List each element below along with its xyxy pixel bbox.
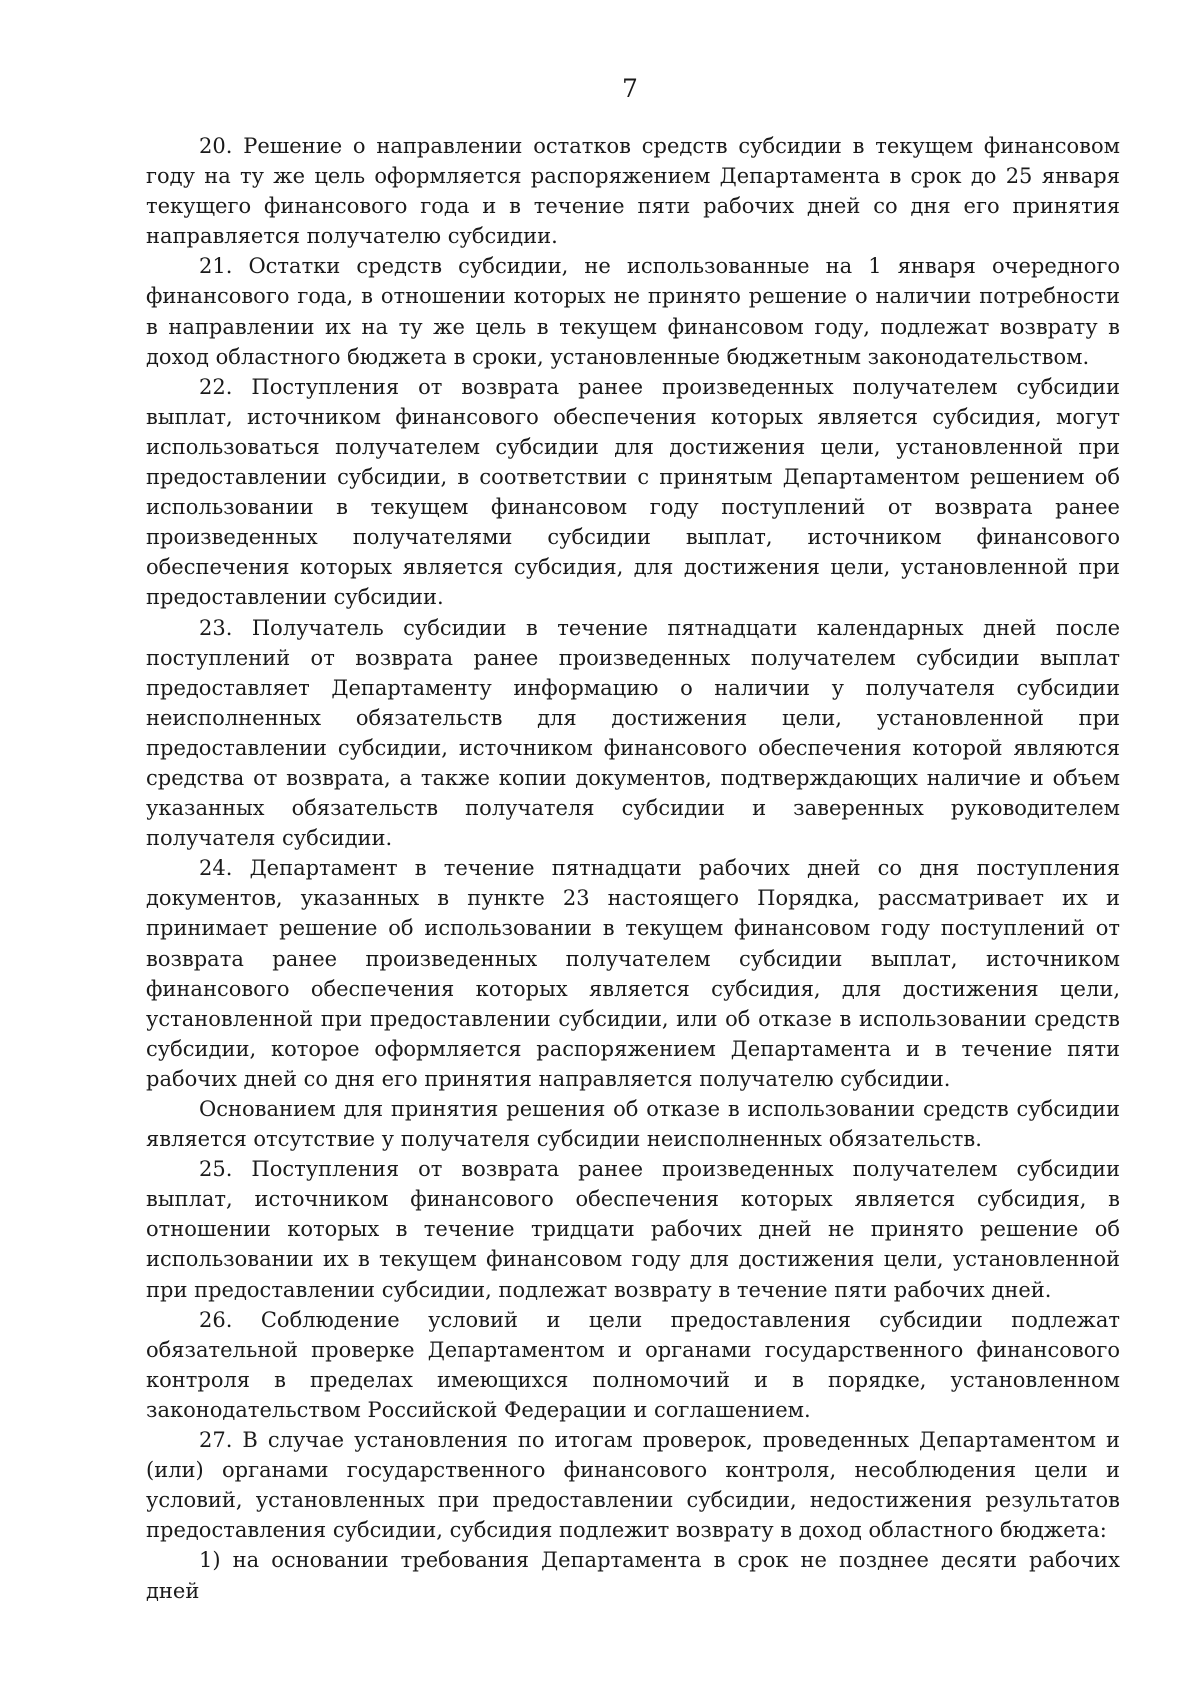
paragraph-22: 22. Поступления от возврата ранее произведенных получателем субсидии выплат, источником финансового обеспечения которых является субсидия, могут использоваться получателем субсидии для достижения цели, установленной при предоставлении субсидии, в соответствии с принятым Департаментом решением об использовании в текущем финансовом году поступлений от возврата ранее произведенных получателями субсидии выплат, источником финансового обеспечения которых является субсидия, для достижения цели, установленной при предоставлении субсидии.	[146, 374, 1120, 610]
paragraph-20: 20. Решение о направлении остатков средств субсидии в текущем финансовом году на ту же цель оформляется распоряжением Департамента в срок до 25 января текущего финансового года и в течение пяти рабочих дней со дня его принятия направляется получателю субсидии.	[146, 134, 1120, 249]
page-number: 7	[622, 74, 638, 103]
paragraph-23: 23. Получатель субсидии в течение пятнадцати календарных дней после поступлений от возврата ранее произведенных получателем субсидии выплат предоставляет Департаменту информацию о наличии у получателя субсидии неисполненных обязательств для достижения цели, установленной при предоставлении субсидии, источником финансового обеспечения которой являются средства от возврата, а также копии документов, подтверждающих наличие и объем указанных обязательств получателя субсидии и заверенных руководителем получателя субсидии.	[146, 615, 1120, 851]
document-body	[146, 131, 1120, 1606]
paragraph-27: 27. В случае установления по итогам проверок, проведенных Департаментом и (или) органами государственного финансового контроля, несоблюдения цели и условий, установленных при предоставлении субсидии, недостижения результатов предоставления субсидии, субсидия подлежит возврату в доход областного бюджета:	[146, 1428, 1120, 1543]
paragraph-26: 26. Соблюдение условий и цели предоставления субсидии подлежат обязательной проверке Департаментом и органами государственного финансового контроля в пределах имеющихся полномочий и в порядке, установленном законодательством Российской Федерации и соглашением.	[146, 1307, 1120, 1422]
paragraph-27-item-1: 1) на основании требования Департамента в срок не позднее десяти рабочих дней	[146, 1548, 1120, 1603]
paragraph-21: 21. Остатки средств субсидии, не использованные на 1 января очередного финансового года, в отношении которых не принято решение о наличии потребности в направлении их на ту же цель в текущем финансовом году, подлежат возврату в доход областного бюджета в сроки, установленные бюджетным законодательством.	[146, 254, 1120, 369]
paragraph-24: 24. Департамент в течение пятнадцати рабочих дней со дня поступления документов, указанных в пункте 23 настоящего Порядка, рассматривает их и принимает решение об использовании в текущем финансовом году поступлений от возврата ранее произведенных получателем субсидии выплат, источником финансового обеспечения которых является субсидия, для достижения цели, установленной при предоставлении субсидии, или об отказе в использовании средств субсидии, которое оформляется распоряжением Департамента и в течение пяти рабочих дней со дня его принятия направляется получателю субсидии.	[146, 856, 1120, 1091]
paragraph-24-refusal-grounds: Основанием для принятия решения об отказе в использовании средств субсидии является отсутствие у получателя субсидии неисполненных обязательств.	[146, 1097, 1120, 1152]
paragraph-25: 25. Поступления от возврата ранее произведенных получателем субсидии выплат, источником финансового обеспечения которых является субсидия, в отношении которых в течение тридцати рабочих дней не принято решение об использовании их в текущем финансовом году для достижения цели, установленной при предоставлении субсидии, подлежат возврату в течение пяти рабочих дней.	[146, 1157, 1120, 1302]
